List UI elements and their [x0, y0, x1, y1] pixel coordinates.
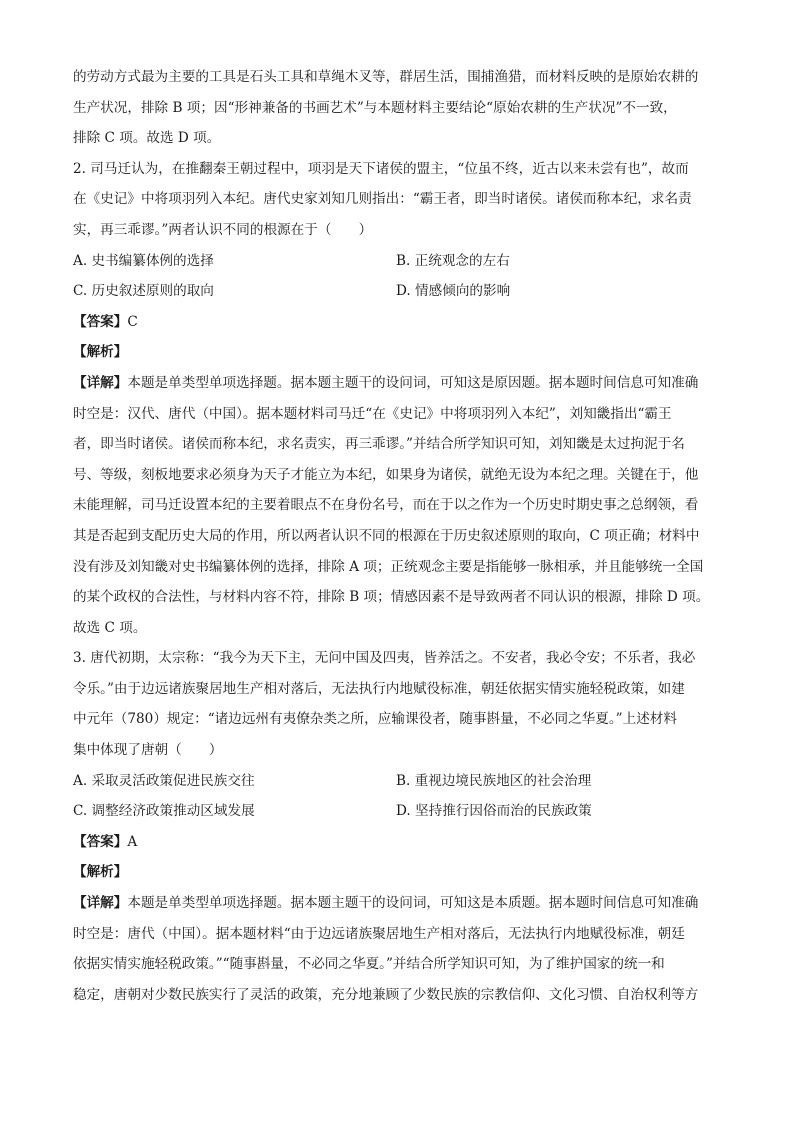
- text-line: 3. 唐代初期，太宗称：“我今为天下主，无问中国及四夷，皆养活之。不安者，我必令安；不乐者，我必: [73, 650, 696, 667]
- text-line: 在《史记》中将项羽列入本纪。唐代史家刘知几则指出：“霸王者，即当时诸侯。诸侯而称本纪，求名责: [73, 191, 692, 208]
- option-a: A. 史书编纂体例的选择: [73, 252, 214, 269]
- text-line: 的劳动方式最为主要的工具是石头工具和草绳木叉等，群居生活，围捕渔猎，而材料反映的是原始农耕的: [73, 69, 699, 85]
- question-stem: [73, 154, 723, 246]
- text-line: 依据实情实施轻税政策。”“随事斟量，不必同之华夏。”并结合所学知识可知，为了维护国家的统一和: [73, 956, 665, 973]
- answer-label: 【答案】: [73, 313, 128, 330]
- text-line: 其是否起到支配历史大局的作用，所以两者认识不同的根源在于历史叙述原则的取向，C 项正确；材料中: [73, 527, 700, 544]
- option-b: B. 重视边境民族地区的社会治理: [396, 772, 592, 789]
- text-line: 时空是：汉代、唐代（中国）。据本题材料司马迁“在《史记》中将项羽列入本纪”，刘知畿指出“霸王: [73, 405, 672, 422]
- answer-line: [73, 307, 723, 338]
- detail-paragraph: [73, 368, 723, 643]
- detail-text: 本题是单类型单项选择题。据本题主题干的设问词，可知这是原因题。据本题时间信息可知准确: [127, 374, 699, 391]
- option-c: C. 调整经济政策推动区域发展: [73, 803, 255, 820]
- text-line: 2. 司马迁认为，在推翻秦王朝过程中，项羽是天下诸侯的盟主，“位虽不终，近古以来未尝有也”，故而: [73, 160, 689, 177]
- text-line: 集中体现了唐朝（ ）: [73, 742, 223, 759]
- option-b: B. 正统观念的左右: [396, 252, 510, 269]
- text-line: [73, 368, 723, 399]
- text-line: 稳定，唐朝对少数民族实行了灵活的政策，充分地兼顾了少数民族的宗教信仰、文化习惯、自治权利等方: [73, 986, 699, 1003]
- analysis-label-text: 【解析】: [73, 344, 128, 361]
- options-row: [73, 796, 723, 827]
- options-row: [73, 276, 723, 307]
- detail-label: 【详解】: [73, 374, 128, 391]
- document-page: [73, 62, 723, 1010]
- text-line: 生产状况，排除 B 项；因“形神兼备的书画艺术”与本题材料主要结论“原始农耕的生产状况”不一致，: [73, 99, 677, 116]
- options-row: [73, 766, 723, 797]
- text-line: 实，再三乖谬。”两者认识不同的根源在于（ ）: [73, 221, 373, 238]
- text-line: 没有涉及刘知畿对史书编纂体例的选择，排除 A 项；正统观念主要是指能够一脉相承，并且能够统一全国: [73, 558, 704, 575]
- question-stem: [73, 643, 723, 765]
- answer-line: [73, 827, 723, 858]
- analysis-label-text: 【解析】: [73, 864, 128, 881]
- question-3: [73, 643, 723, 1010]
- text-line: 中元年（780）规定：“诸边远州有夷僚杂类之所，应输课役者，随事斟量，不必同之华夏。”上述材料: [73, 711, 677, 728]
- detail-label: 【详解】: [73, 895, 128, 912]
- options-row: [73, 246, 723, 277]
- text-line: 未能理解，司马迁设置本纪的主要着眼点不在身份名号，而在于以之作为一个历史时期史事之总纲领，看: [73, 497, 699, 514]
- analysis-label: [73, 857, 723, 888]
- text-line: 排除 C 项。故选 D 项。: [73, 130, 221, 147]
- option-d: D. 情感倾向的影响: [396, 283, 511, 300]
- option-c: C. 历史叙述原则的取向: [73, 283, 214, 300]
- intro-paragraph: [73, 62, 723, 154]
- option-a: A. 采取灵活政策促进民族交往: [73, 772, 255, 789]
- text-line: 故选 C 项。: [73, 619, 147, 636]
- option-d: D. 坚持推行因俗而治的民族政策: [396, 803, 592, 820]
- text-line: 者，即当时诸侯。诸侯而称本纪，求名责实，再三乖谬。”并结合所学知识可知，刘知畿是太过拘泥于名: [73, 436, 685, 453]
- answer-label: 【答案】: [73, 833, 128, 850]
- text-line: [73, 888, 723, 919]
- answer-value: A: [127, 833, 138, 850]
- text-line: 的某个政权的合法性，与材料内容不符，排除 B 项；情感因素不是导致两者不同认识的根源，排除 D 项。: [73, 589, 710, 606]
- text-line: 时空是：唐代（中国）。据本题材料“由于边远诸族聚居地生产相对落后，无法执行内地赋役标准，朝廷: [73, 925, 685, 942]
- text-line: 令乐。”由于边远诸族聚居地生产相对落后，无法执行内地赋役标准，朝廷依据实情实施轻税政策，如建: [73, 680, 685, 697]
- text-line: 号、等级，刻板地要求必须身为天子才能立为本纪，如果身为诸侯，就绝无设为本纪之理。关键在于，他: [73, 466, 699, 483]
- detail-text: 本题是单类型单项选择题。据本题主题干的设问词，可知这是本质题。据本题时间信息可知准确: [127, 895, 699, 912]
- detail-paragraph: [73, 888, 723, 1010]
- analysis-label: [73, 337, 723, 368]
- answer-value: C: [127, 313, 138, 330]
- question-2: [73, 154, 723, 644]
